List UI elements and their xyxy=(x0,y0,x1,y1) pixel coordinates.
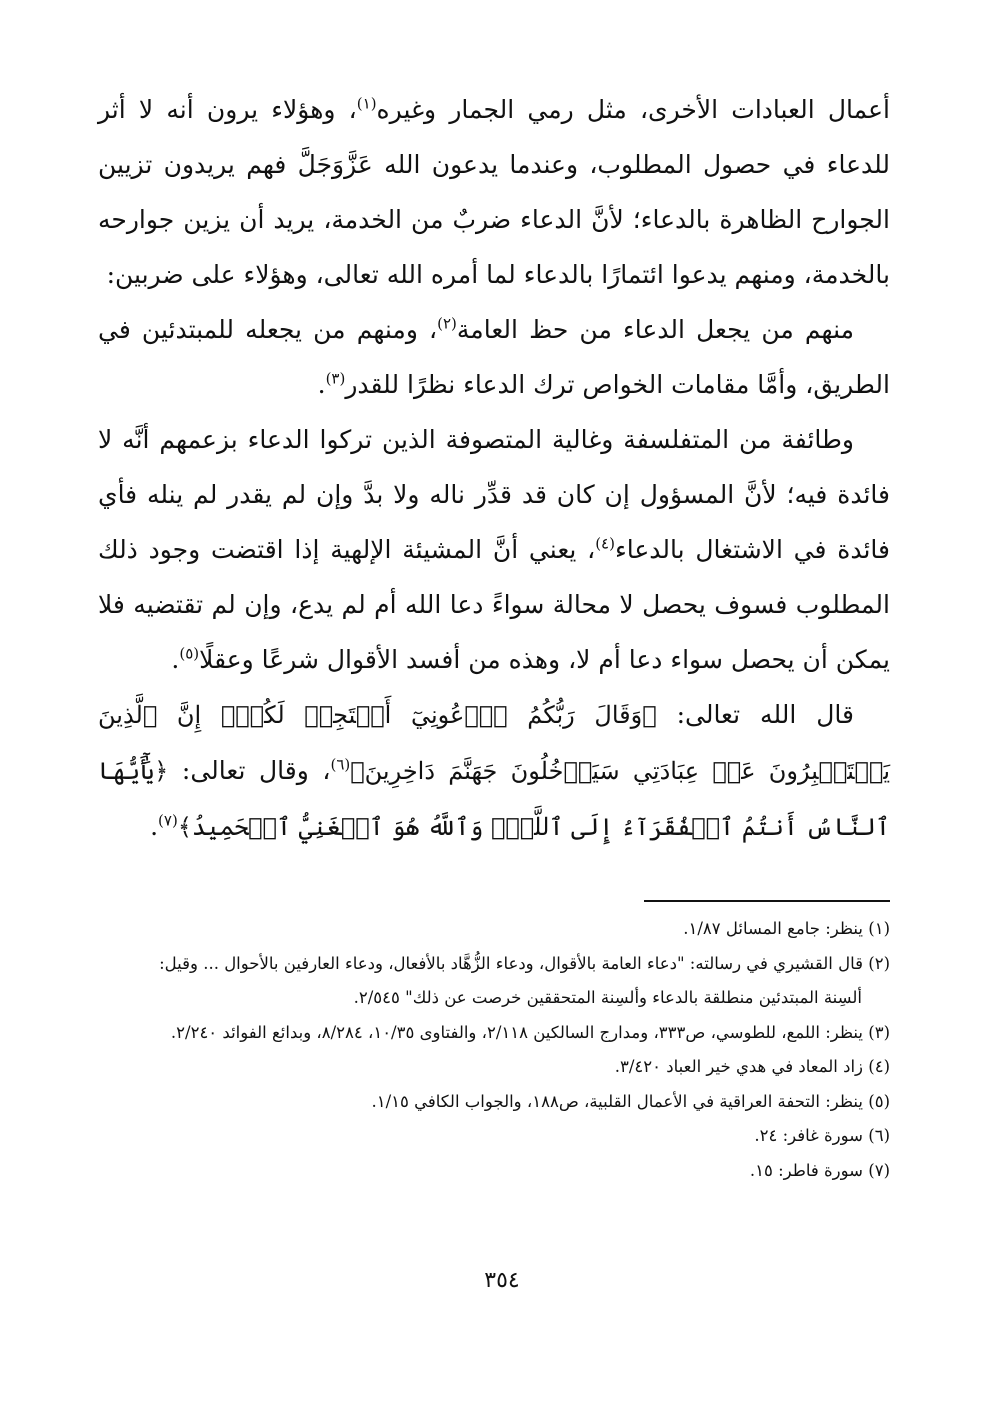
paragraph-2-text-b: ، ومنهم من يجعله للمبتدئين في الطريق، وأمَّا مقامات الخواص ترك الدعاء نظرًا للقدر xyxy=(98,315,890,399)
footnote-5: (٥) ينظر: التحفة العراقية في الأعمال القلبية، ص١٨٨، والجواب الكافي ١/١٥. xyxy=(371,1091,890,1111)
footnote-2: (٢) قال القشيري في رسالته: "دعاء العامة بالأقوال، ودعاء الزُّهَّاد بالأفعال، ودعاء العارفين بالأحوال ... وقيل: xyxy=(159,953,890,973)
footnote-ref-5: (٥) xyxy=(179,644,200,663)
main-text xyxy=(98,82,890,855)
quran-verse-fatir: ﴿يَٰٓأَيُّهَا ٱلنَّاسُ أَنتُمُ ٱلۡفُقَرَآءُ إِلَى ٱللَّهِۖ وَٱللَّهُ هُوَ ٱلۡغَنِيُّ ٱلۡحَمِيدُ﴾ xyxy=(98,757,890,841)
paragraph-1 xyxy=(98,82,890,302)
footnote-separator xyxy=(644,900,890,902)
footnote-ref-1: (١) xyxy=(356,94,377,113)
footnotes xyxy=(98,912,890,1188)
paragraph-1-text-a: أعمال العبادات الأخرى، مثل رمي الجمار وغيره xyxy=(376,95,890,124)
footnote-6: (٦) سورة غافر: ٢٤. xyxy=(754,1126,890,1145)
paragraph-4-text-b: ، وقال تعالى: xyxy=(168,756,331,785)
paragraph-4-text-c: . xyxy=(150,812,159,841)
footnote-3: (٣) ينظر: اللمع، للطوسي، ص٣٣٣، ومدارج السالكين ٢/١١٨، والفتاوى ١٠/٣٥، ٨/٢٨٤، وبدائع الفوائد ٢/٢٤٠. xyxy=(170,1022,890,1042)
footnote-4: (٤) زاد المعاد في هدي خير العباد ٣/٤٢٠. xyxy=(614,1057,890,1076)
paragraph-1-text-b: ، وهؤلاء يرون أنه لا أثر للدعاء في حصول المطلوب، وعندما يدعون الله عَزَّوَجَلَّ فهم يريدون تزيين الجوارح الظاهرة بالدعاء؛ لأنَّ الدعاء ضربٌ من الخدمة، يريد أن يزين جوارحه بالخدمة، ومنهم يدعوا ائتمارًا بالدعاء لما أمره الله تعالى، وهؤلاء على ضربين: xyxy=(98,95,890,289)
footnote-ref-3: (٣) xyxy=(325,369,346,388)
paragraph-4-text-a: قال الله تعالى: xyxy=(656,700,854,729)
footnote-1: (١) ينظر: جامع المسائل ١/٨٧. xyxy=(683,919,890,938)
footnote-2-continuation: ألسِنة المبتدئين منطلقة بالدعاء وألسِنة المتحققين خرصت عن ذلك" ٢/٥٤٥. xyxy=(353,988,862,1007)
footnote-ref-7: (٧) xyxy=(158,811,178,830)
paragraph-3-text-a: وطائفة من المتفلسفة وغالية المتصوفة الذين تركوا الدعاء بزعمهم أنَّه لا فائدة فيه؛ لأنَّ المسؤول إن كان قد قدِّر ناله ولا بدَّ وإن لم يقدر لم ينله فأي فائدة في الاشتغال بالدعاء xyxy=(98,425,890,564)
footnote-ref-4: (٤) xyxy=(595,534,615,553)
paragraph-2-text-c: . xyxy=(317,370,326,399)
paragraph-2-text-a: منهم من يجعل الدعاء من حظ العامة xyxy=(456,315,855,344)
paragraph-2 xyxy=(98,302,890,412)
paragraph-3-text-b: ، يعني أنَّ المشيئة الإلهية إذا اقتضت وجود ذلك المطلوب فسوف يحصل لا محالة سواءً دعا الله أم لم يدع، وإن لم تقتضيه فلا يمكن أن يحصل سواء دعا أم لا، وهذه من أفسد الأقوال شرعًا وعقلًا xyxy=(98,535,890,674)
quran-verse-ghafir: ﴿وَقَالَ رَبُّكُمُ ٱدۡعُونِيٓ أَسۡتَجِبۡ لَكُمۡۚ إِنَّ ٱلَّذِينَ يَسۡتَكۡبِرُونَ عَنۡ عِبَادَتِي سَيَدۡخُلُونَ جَهَنَّمَ دَاخِرِينَ﴾ xyxy=(98,701,891,785)
footnote-ref-2: (٢) xyxy=(437,314,457,333)
paragraph-3 xyxy=(98,412,890,687)
paragraph-3-text-c: . xyxy=(171,645,180,674)
footnote-7: (٧) سورة فاطر: ١٥. xyxy=(749,1160,890,1180)
page-number: ٣٥٤ xyxy=(484,1268,520,1293)
paragraph-4 xyxy=(98,687,890,855)
footnote-ref-6: (٦) xyxy=(330,755,351,774)
